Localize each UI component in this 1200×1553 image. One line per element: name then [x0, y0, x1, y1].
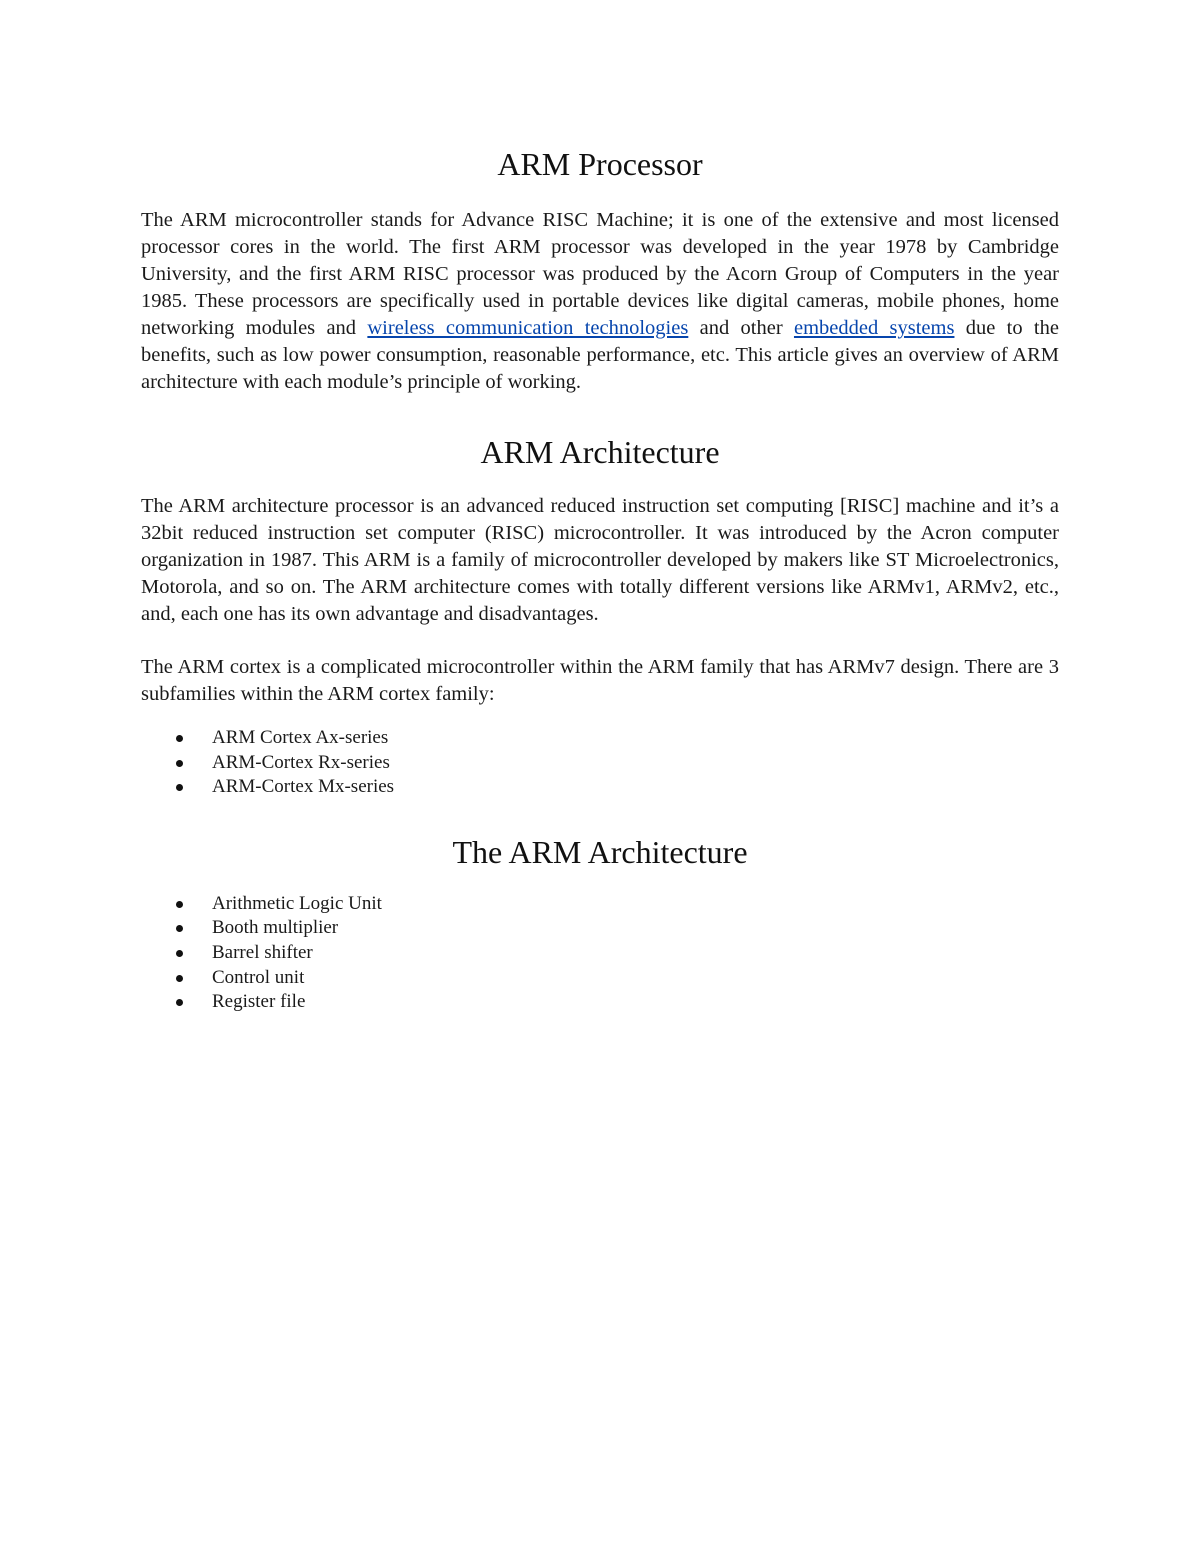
list-item: [141, 892, 1059, 917]
document-page: [141, 140, 1059, 1015]
document-title: ARM Processor: [497, 146, 703, 182]
bullet-icon: [176, 784, 183, 791]
embedded-systems-link[interactable]: embedded systems: [793, 317, 955, 339]
list-item-text: Arithmetic Logic Unit: [212, 892, 382, 914]
list-item: [141, 990, 1059, 1015]
list-item: [141, 726, 1059, 751]
intro-text-part1: The ARM microcontroller stands for Advance RISC Machine; it is one of the extensive and most licensed processor cores in the world. The first ARM processor was developed in the year 1978 by Cambridge University, and the first ARM RISC processor was produced by the Acorn Group of Computers in the year 1985. These processors are specifically used in portable devices like digital cameras, mobile phones, home networking modules and: [141, 209, 1059, 339]
list-item-text: Barrel shifter: [212, 941, 313, 963]
bullet-icon: [176, 999, 183, 1006]
arm-architecture-heading: ARM Architecture: [480, 434, 720, 470]
list-item: [141, 751, 1059, 776]
cortex-paragraph: The ARM cortex is a complicated microcontroller within the ARM family that has ARMv7 design. There are 3 subfamilies within the ARM cortex family:: [141, 656, 1059, 705]
list-item: [141, 941, 1059, 966]
bullet-icon: [176, 901, 183, 908]
intro-text-part2: and other: [688, 317, 794, 339]
bullet-icon: [176, 950, 183, 957]
list-item: [141, 966, 1059, 991]
list-item-text: ARM-Cortex Mx-series: [212, 776, 395, 798]
architecture-paragraph: The ARM architecture processor is an advanced reduced instruction set computing [RISC] machine and it’s a 32bit reduced instruction set computer (RISC) microcontroller. It was introduced by the Acron computer organization in 1987. This ARM is a family of microcontroller developed by makers like ST Microelectronics, Motorola, and so on. The ARM architecture comes with totally different versions like ARMv1, ARMv2, etc., and, each one has its own advantage and disadvantages.: [141, 495, 1059, 625]
list-item: [141, 916, 1059, 941]
bullet-icon: [176, 925, 183, 932]
intro-paragraph: [141, 207, 1059, 396]
bullet-icon: [176, 760, 183, 767]
list-item-text: Booth multiplier: [212, 917, 339, 939]
cortex-subfamily-list: [141, 726, 1059, 800]
intro-text-part3: due to the benefits, such as low power consumption, reasonable performance, etc. This article gives an overview of ARM architecture with each module’s principle of working.: [141, 317, 1059, 393]
list-item-text: ARM-Cortex Rx-series: [212, 751, 390, 773]
wireless-communication-link[interactable]: wireless communication technologies: [367, 317, 689, 339]
bullet-icon: [176, 735, 183, 742]
list-item-text: ARM Cortex Ax-series: [212, 727, 389, 748]
architecture-components-list: [141, 892, 1059, 1015]
list-item-text: Register file: [212, 991, 306, 1013]
list-item: [141, 775, 1059, 800]
the-arm-architecture-heading: The ARM Architecture: [452, 833, 748, 870]
bullet-icon: [176, 975, 183, 982]
list-item-text: Control unit: [212, 966, 305, 988]
